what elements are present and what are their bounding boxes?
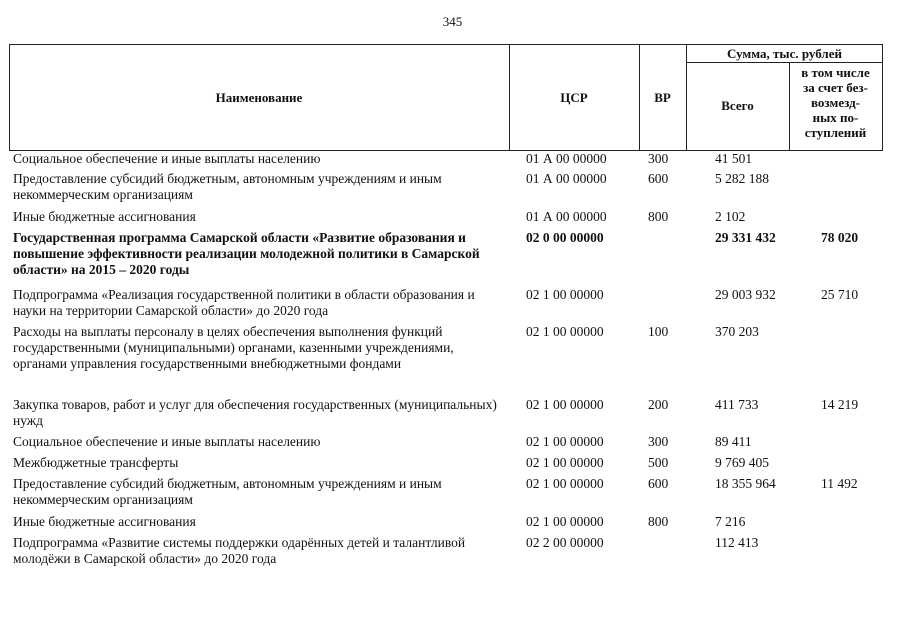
row-vr: 200 <box>648 397 669 412</box>
row-csr: 01 А 00 00000 <box>526 171 607 186</box>
table-row <box>9 171 889 209</box>
row-free: 78 020 <box>821 230 859 245</box>
header-name: Наименование <box>215 90 303 105</box>
row-total: 41 501 <box>715 151 753 166</box>
row-vr: 600 <box>648 171 669 186</box>
header-total: Всего <box>721 98 754 113</box>
row-free: 25 710 <box>821 287 859 302</box>
row-total: 29 331 432 <box>715 230 776 245</box>
row-total: 112 413 <box>715 535 759 550</box>
header-vr: ВР <box>654 90 671 105</box>
row-name: Предоставление субсидий бюджетным, автономным учреждениям и иным некоммерческим организациям <box>13 171 442 202</box>
row-csr: 02 1 00 00000 <box>526 287 604 302</box>
row-csr: 02 1 00 00000 <box>526 476 604 491</box>
header-free-line: возмезд- <box>811 95 860 110</box>
header-free-line: в том числе <box>801 65 870 80</box>
table-header <box>9 44 883 151</box>
table-row <box>9 209 889 230</box>
page-number: 345 <box>442 14 463 29</box>
row-csr: 01 А 00 00000 <box>526 209 607 224</box>
row-csr: 02 1 00 00000 <box>526 514 604 529</box>
row-name: Социальное обеспечение и иные выплаты населению <box>13 151 321 166</box>
row-name: Иные бюджетные ассигнования <box>13 209 196 224</box>
row-csr: 02 2 00 00000 <box>526 535 604 550</box>
row-csr: 02 1 00 00000 <box>526 324 604 339</box>
row-vr: 300 <box>648 434 669 449</box>
row-name: Межбюджетные трансферты <box>13 455 179 470</box>
row-free: 14 219 <box>821 397 859 412</box>
row-total: 5 282 188 <box>715 171 769 186</box>
table-row <box>9 514 889 535</box>
row-name: Расходы на выплаты персоналу в целях обеспечения выполнения функций государственными (муниципальными) органами, казенными учреждениями, органами управления государственными внебюджетными фондами <box>13 324 454 371</box>
header-free-line: ных по- <box>812 110 859 125</box>
row-csr: 02 1 00 00000 <box>526 434 604 449</box>
row-csr: 02 1 00 00000 <box>526 455 604 470</box>
row-name: Социальное обеспечение и иные выплаты населению <box>13 434 321 449</box>
row-vr: 800 <box>648 209 669 224</box>
row-total: 29 003 932 <box>715 287 776 302</box>
row-total: 7 216 <box>715 514 746 529</box>
header-free-line: за счет без- <box>803 80 868 95</box>
table-row <box>9 535 889 573</box>
table-row <box>9 230 889 287</box>
table-body <box>9 151 889 573</box>
row-total: 9 769 405 <box>715 455 769 470</box>
header-free-line: ступлений <box>804 125 867 140</box>
sum-divider <box>686 62 883 63</box>
table-row <box>9 455 889 476</box>
row-csr: 01 А 00 00000 <box>526 151 607 166</box>
row-name: Государственная программа Самарской области «Развитие образования и повышение эффективности реализации молодежной политики в Самарской области» на 2015 – 2020 годы <box>13 230 480 277</box>
table-row <box>9 434 889 455</box>
table-row <box>9 397 889 434</box>
table-row <box>9 287 889 324</box>
row-total: 2 102 <box>715 209 746 224</box>
row-total: 89 411 <box>715 434 752 449</box>
row-vr: 300 <box>648 151 669 166</box>
row-csr: 02 0 00 00000 <box>526 230 604 245</box>
row-name: Иные бюджетные ассигнования <box>13 514 196 529</box>
row-name: Подпрограмма «Развитие системы поддержки одарённых детей и талантливой молодёжи в Самарской области» до 2020 года <box>13 535 466 566</box>
table-row <box>9 151 889 171</box>
table-row <box>9 324 889 397</box>
row-name: Предоставление субсидий бюджетным, автономным учреждениям и иным некоммерческим организациям <box>13 476 442 507</box>
row-vr: 500 <box>648 455 669 470</box>
row-total: 411 733 <box>715 397 759 412</box>
row-vr: 800 <box>648 514 669 529</box>
table-row <box>9 476 889 514</box>
row-free: 11 492 <box>821 476 858 491</box>
header-free <box>789 65 882 140</box>
row-name: Подпрограмма «Реализация государственной политики в области образования и науки на территории Самарской области» до 2020 года <box>13 287 475 318</box>
row-name: Закупка товаров, работ и услуг для обеспечения государственных (муниципальных) нужд <box>13 397 497 428</box>
row-csr: 02 1 00 00000 <box>526 397 604 412</box>
row-vr: 600 <box>648 476 669 491</box>
header-sum: Сумма, тыс. рублей <box>727 46 842 61</box>
row-vr: 100 <box>648 324 669 339</box>
header-csr: ЦСР <box>560 90 588 105</box>
header-top-border <box>9 44 883 45</box>
row-total: 370 203 <box>715 324 759 339</box>
row-total: 18 355 964 <box>715 476 776 491</box>
